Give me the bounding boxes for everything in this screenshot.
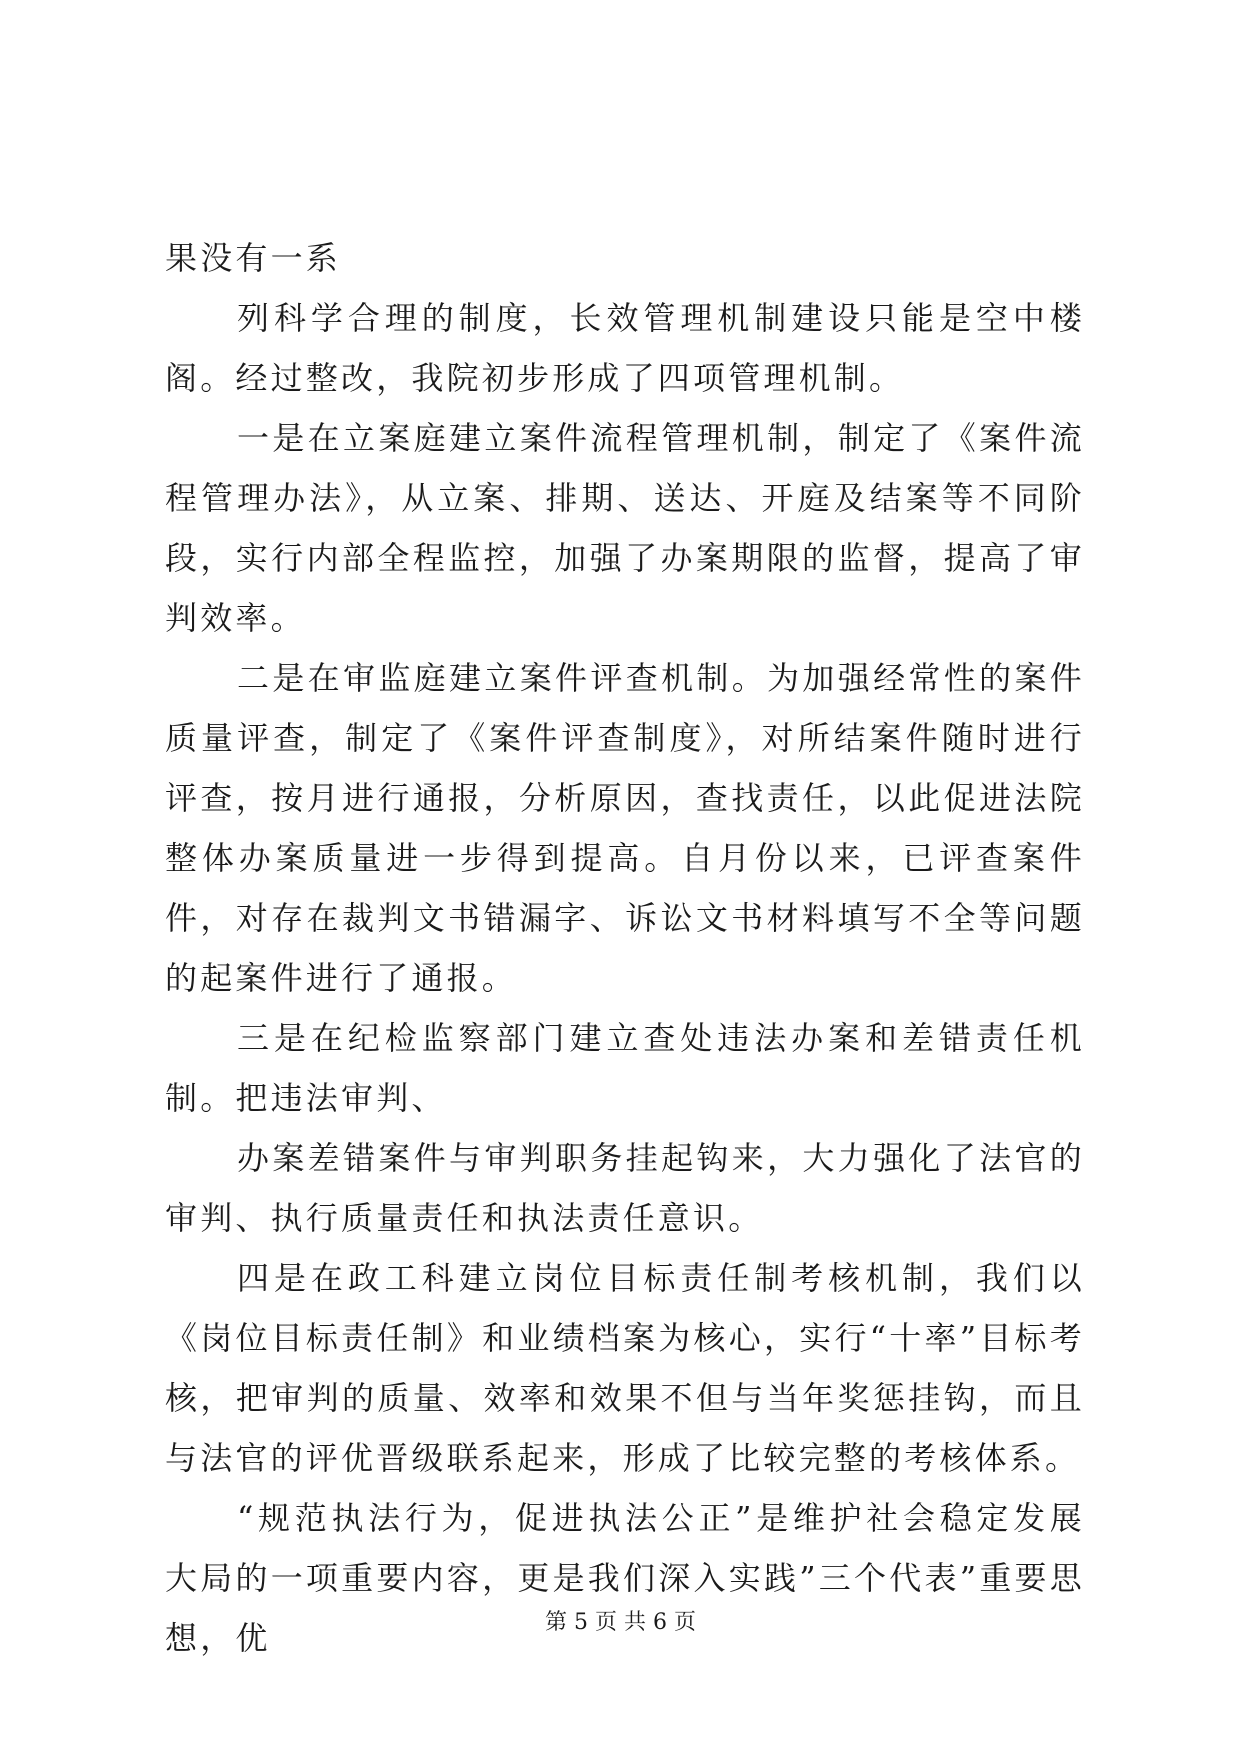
paragraph-system-intro: 列科学合理的制度，长效管理机制建设只能是空中楼阁。经过整改，我院初步形成了四项管理机制。 xyxy=(165,299,1085,397)
paragraph-mechanism-four: 四是在政工科建立岗位目标责任制考核机制，我们以《岗位目标责任制》和业绩档案为核心，实行“十率”目标考核，把审判的质量、效率和效果不但与当年奖惩挂钩，而且与法官的评优晋级联系起来，形成了比较完整的考核体系。 xyxy=(165,1259,1085,1477)
page-number-footer: 第 5 页 共 6 页 xyxy=(545,1610,696,1635)
paragraph-mechanism-two: 二是在审监庭建立案件评查机制。为加强经常性的案件质量评查，制定了《案件评查制度》，对所结案件随时进行评查，按月进行通报，分析原因，查找责任，以此促进法院整体办案质量进一步得到提高。自月份以来，已评查案件件，对存在裁判文书错漏字、诉讼文书材料填写不全等问题的起案件进行了通报。 xyxy=(165,659,1085,997)
paragraph-mechanism-three: 三是在纪检监察部门建立查处违法办案和差错责任机制。把违法审判、 xyxy=(165,1019,1085,1117)
paragraph-conclusion: “规范执法行为，促进执法公正”是维护社会稳定发展大局的一项重要内容，更是我们深入实践”三个代表”重要思想，优 xyxy=(165,1499,1085,1657)
paragraph-mechanism-three-cont: 办案差错案件与审判职务挂起钩来，大力强化了法官的审判、执行质量责任和执法责任意识。 xyxy=(165,1139,1085,1237)
document-body xyxy=(165,228,1085,1668)
paragraph-continuation: 果没有一系 xyxy=(165,239,342,277)
paragraph-mechanism-one: 一是在立案庭建立案件流程管理机制，制定了《案件流程管理办法》，从立案、排期、送达、开庭及结案等不同阶段，实行内部全程监控，加强了办案期限的监督，提高了审判效率。 xyxy=(165,419,1085,637)
